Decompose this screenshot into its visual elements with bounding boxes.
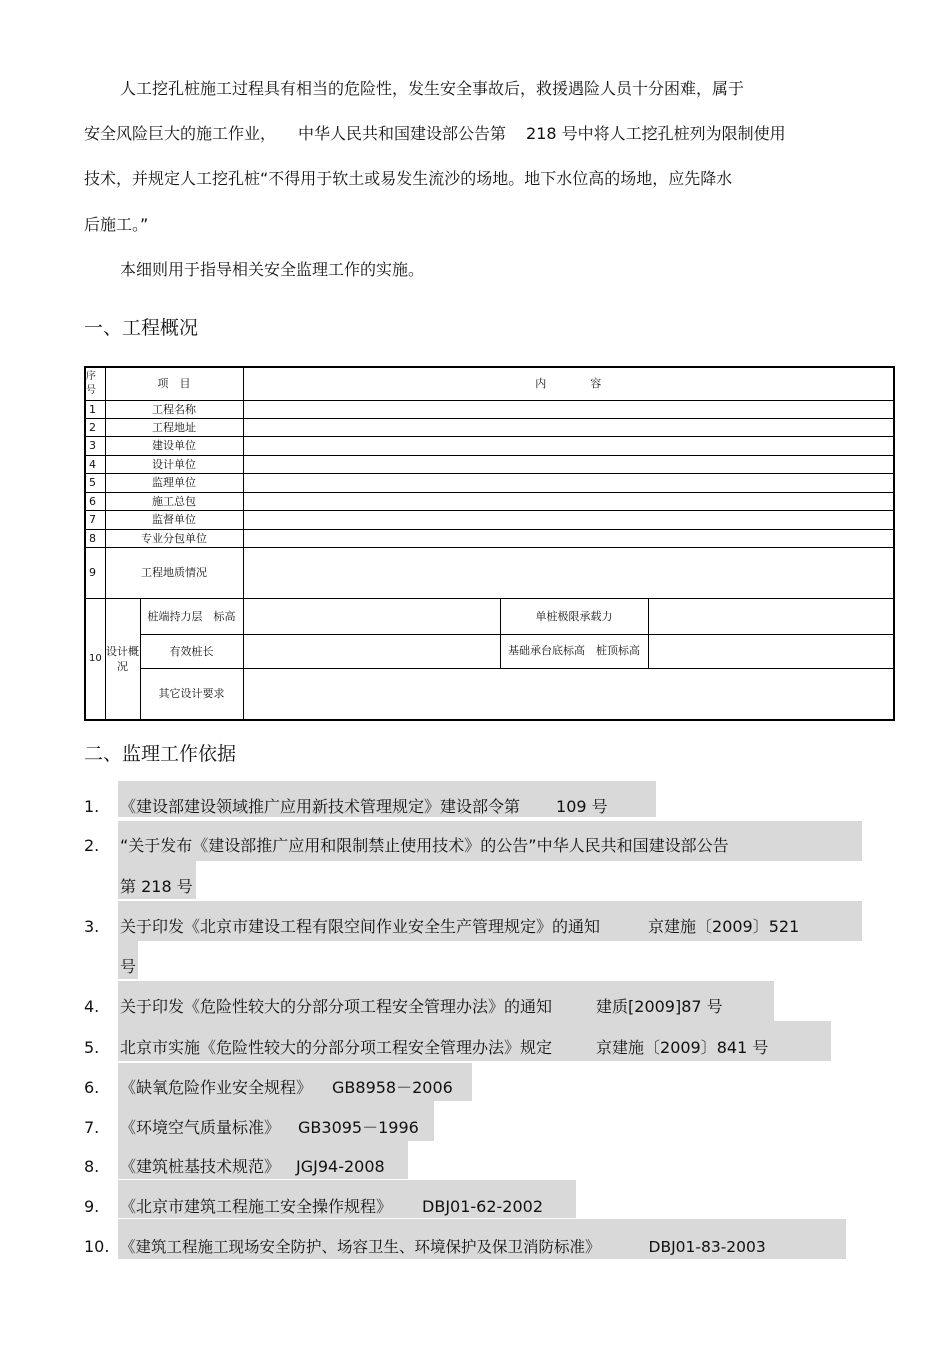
section-1-title: 一、工程概况 bbox=[84, 317, 199, 339]
row-no: 4 bbox=[85, 455, 105, 473]
basis-number: 8. bbox=[84, 1157, 100, 1176]
project-overview-table bbox=[84, 366, 895, 721]
intro-line-4: 后施工。” bbox=[84, 215, 149, 234]
basis-code: 109 号 bbox=[556, 797, 608, 816]
table-row bbox=[85, 473, 894, 492]
row-no: 8 bbox=[85, 529, 105, 547]
table-row bbox=[85, 547, 894, 598]
row-content-cell[interactable] bbox=[243, 547, 894, 598]
row-item: 工程地址 bbox=[105, 418, 243, 436]
basis-code: GB8958－2006 bbox=[332, 1078, 453, 1097]
table-row bbox=[85, 418, 894, 436]
basis-text: 《建筑桩基技术规范》 bbox=[120, 1157, 281, 1176]
row-content-cell[interactable] bbox=[243, 436, 894, 455]
row-no: 5 bbox=[85, 473, 105, 492]
cap-elevation-label: 基础承台底标高 桩顶标高 bbox=[500, 634, 648, 668]
basis-number: 4. bbox=[84, 997, 100, 1016]
basis-item-3 bbox=[120, 916, 799, 938]
pile-capacity-label: 单桩极限承载力 bbox=[500, 598, 648, 634]
table-row bbox=[85, 492, 894, 510]
intro-line-2 bbox=[84, 123, 786, 145]
table-row bbox=[85, 529, 894, 547]
header-item: 项 目 bbox=[105, 367, 243, 400]
row-content-cell[interactable] bbox=[243, 529, 894, 547]
other-design-value[interactable] bbox=[243, 668, 894, 720]
basis-text: 《建设部建设领域推广应用新技术管理规定》建设部令第 bbox=[120, 797, 521, 816]
row-item: 专业分包单位 bbox=[105, 529, 243, 547]
basis-code: DBJ01-62-2002 bbox=[422, 1197, 544, 1216]
basis-number: 6. bbox=[84, 1078, 100, 1097]
basis-number: 7. bbox=[84, 1118, 100, 1137]
basis-number: 5. bbox=[84, 1038, 100, 1057]
basis-code: GB3095－1996 bbox=[298, 1118, 419, 1137]
basis-text: 关于印发《危险性较大的分部分项工程安全管理办法》的通知 bbox=[120, 997, 553, 1016]
basis-code: 建质[2009]87 号 bbox=[596, 997, 723, 1016]
basis-code: 京建施〔2009〕521 bbox=[648, 917, 800, 936]
effective-pile-length-label: 有效桩长 bbox=[140, 634, 243, 668]
row-content-cell[interactable] bbox=[243, 455, 894, 473]
row-content-cell[interactable] bbox=[243, 473, 894, 492]
basis-number: 10. bbox=[84, 1237, 110, 1256]
basis-number: 9. bbox=[84, 1197, 100, 1216]
pile-bearing-layer-value[interactable] bbox=[243, 598, 500, 634]
basis-item-3-cont: 号 bbox=[120, 957, 137, 976]
row-item: 施工总包 bbox=[105, 492, 243, 510]
basis-item-5 bbox=[120, 1037, 768, 1059]
basis-text: 《环境空气质量标准》 bbox=[120, 1118, 281, 1137]
basis-item-8 bbox=[120, 1156, 385, 1178]
design-row-3 bbox=[85, 668, 894, 720]
row-no: 9 bbox=[85, 547, 105, 598]
design-row-2 bbox=[85, 634, 894, 668]
basis-text: 北京市实施《危险性较大的分部分项工程安全管理办法》规定 bbox=[120, 1038, 553, 1057]
row-no: 1 bbox=[85, 400, 105, 418]
row-no: 7 bbox=[85, 510, 105, 529]
cap-elevation-value[interactable] bbox=[648, 634, 894, 668]
basis-item-4 bbox=[120, 996, 723, 1018]
basis-text: 《缺氧危险作业安全规程》 bbox=[120, 1078, 313, 1097]
effective-pile-length-value[interactable] bbox=[243, 634, 500, 668]
table-row bbox=[85, 400, 894, 418]
basis-code: DBJ01-83-2003 bbox=[648, 1238, 766, 1256]
intro-line-2c: 218 号中将人工挖孔桩列为限制使用 bbox=[526, 124, 786, 143]
intro-line-1: 人工挖孔桩施工过程具有相当的危险性，发生安全事故后，救援遇险人员十分困难，属于 bbox=[120, 79, 745, 98]
basis-item-9 bbox=[120, 1196, 543, 1218]
pile-capacity-value[interactable] bbox=[648, 598, 894, 634]
other-design-label: 其它设计要求 bbox=[140, 668, 243, 720]
row-item: 监理单位 bbox=[105, 473, 243, 492]
basis-item-7 bbox=[120, 1117, 419, 1139]
row-item: 建设单位 bbox=[105, 436, 243, 455]
basis-item-6 bbox=[120, 1077, 453, 1099]
row-no: 2 bbox=[85, 418, 105, 436]
table-row bbox=[85, 436, 894, 455]
basis-item-2-cont: 第 218 号 bbox=[120, 877, 193, 896]
basis-code: 京建施〔2009〕841 号 bbox=[596, 1038, 769, 1057]
table-header-row bbox=[85, 367, 894, 400]
row-item: 工程地质情况 bbox=[105, 547, 243, 598]
basis-text: 关于印发《北京市建设工程有限空间作业安全生产管理规定》的通知 bbox=[120, 917, 601, 936]
design-group-label: 设计概况 bbox=[105, 598, 140, 720]
design-no: 10 bbox=[85, 598, 105, 720]
design-row-1 bbox=[85, 598, 894, 634]
basis-code: JGJ94-2008 bbox=[296, 1157, 385, 1176]
basis-number: 2. bbox=[84, 836, 100, 855]
section-2-title: 二、监理工作依据 bbox=[84, 743, 237, 765]
row-content-cell[interactable] bbox=[243, 400, 894, 418]
row-no: 6 bbox=[85, 492, 105, 510]
row-content-cell[interactable] bbox=[243, 510, 894, 529]
row-item: 监督单位 bbox=[105, 510, 243, 529]
intro-line-3: 技术，并规定人工挖孔桩“不得用于软土或易发生流沙的场地。地下水位高的场地，应先降水 bbox=[84, 169, 733, 188]
table-row bbox=[85, 510, 894, 529]
row-content-cell[interactable] bbox=[243, 492, 894, 510]
row-item: 设计单位 bbox=[105, 455, 243, 473]
intro-paragraph-2: 本细则用于指导相关安全监理工作的实施。 bbox=[120, 260, 425, 279]
intro-line-2a: 安全风险巨大的施工作业， bbox=[84, 124, 277, 143]
basis-item-1 bbox=[120, 796, 608, 818]
basis-text: 《建筑工程施工现场安全防护、场容卫生、环境保护及保卫消防标准》 bbox=[120, 1238, 601, 1256]
intro-line-2b: 中华人民共和国建设部公告第 bbox=[298, 124, 507, 143]
table-row bbox=[85, 455, 894, 473]
header-seq: 序号 bbox=[85, 367, 105, 400]
row-content-cell[interactable] bbox=[243, 418, 894, 436]
basis-item-2: “关于发布《建设部推广应用和限制禁止使用技术》的公告”中华人民共和国建设部公告 bbox=[120, 836, 729, 855]
basis-number: 3. bbox=[84, 917, 100, 936]
row-no: 3 bbox=[85, 436, 105, 455]
basis-text: 《北京市建筑工程施工安全操作规程》 bbox=[120, 1197, 393, 1216]
basis-item-10 bbox=[120, 1236, 766, 1258]
row-item: 工程名称 bbox=[105, 400, 243, 418]
pile-bearing-layer-label: 桩端持力层 标高 bbox=[140, 598, 243, 634]
header-content: 内 容 bbox=[243, 367, 894, 400]
basis-number: 1. bbox=[84, 797, 100, 816]
